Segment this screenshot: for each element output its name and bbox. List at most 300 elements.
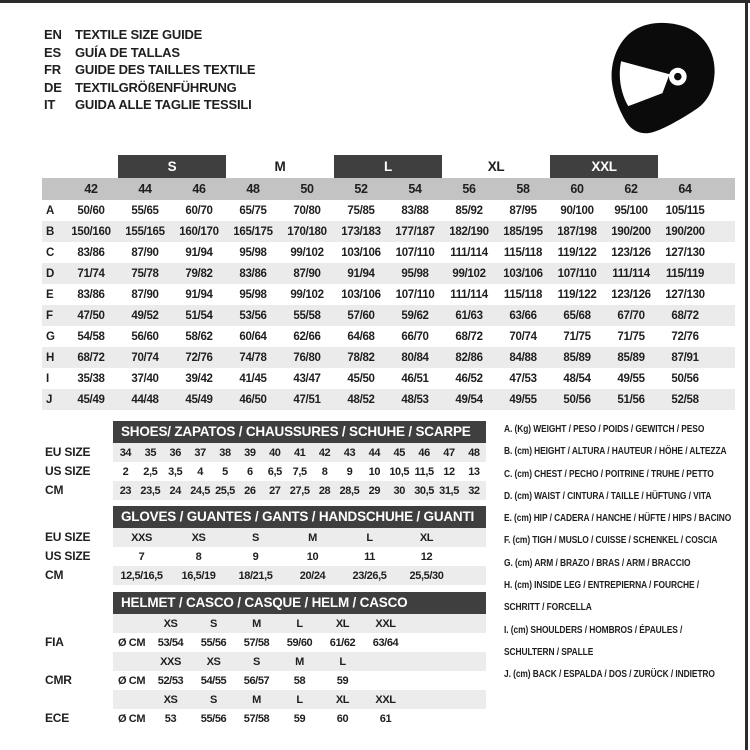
helmet-size-cell: S	[192, 614, 235, 633]
sub-table-row-label: CM	[45, 568, 64, 582]
size-group-label: L	[334, 155, 442, 178]
legend-line: D. (cm) WAIST / CINTURA / TAILLE / HÜFTUNG / VITA	[504, 489, 712, 502]
measurement-cell: 63/66	[496, 305, 550, 326]
row-key-cell: I	[46, 372, 49, 385]
helmet-size-cell: XS	[192, 652, 235, 671]
sub-table-cell: 44	[362, 443, 387, 462]
spacer-cell	[455, 566, 486, 585]
measurement-cell: 91/94	[185, 246, 213, 259]
spacer-cell	[42, 178, 64, 200]
helmet-size-cell: L	[278, 614, 321, 633]
measurement-cell: 61/63	[442, 305, 496, 326]
helmet-size-cell: S	[235, 652, 278, 671]
helmet-value-cell: 55/56	[200, 636, 227, 649]
sub-table-cell: 10	[306, 550, 319, 563]
spacer-cell	[407, 614, 486, 633]
measurement-cell: 45/49	[172, 389, 226, 410]
language-code: FR	[44, 62, 61, 77]
language-title: GUÍA DE TALLAS	[75, 44, 180, 60]
measurement-cell: 123/126	[611, 288, 651, 301]
size-number-cell: 58	[496, 178, 550, 200]
measurement-legend	[504, 418, 744, 686]
sub-table-cell: 29	[362, 481, 387, 500]
spacer-label	[45, 690, 109, 709]
measurement-cell: 49/55	[496, 389, 550, 410]
shoes-table-title: SHOES/ ZAPATOS / CHAUSSURES / SCHUHE / SCARPE	[113, 421, 486, 443]
spacer-cell	[712, 284, 735, 305]
measurement-cell: 90/100	[560, 204, 594, 217]
measurement-cell: 79/82	[172, 263, 226, 284]
measurement-cell: 87/91	[658, 347, 712, 368]
measurement-cell: 95/98	[239, 288, 267, 301]
spacer-cell	[407, 709, 486, 728]
spacer-cell	[407, 671, 486, 690]
legend-line: C. (cm) CHEST / PECHO / POITRINE / TRUHE / PETTO	[504, 467, 714, 480]
measurement-cell: 107/110	[395, 246, 435, 259]
size-number-cell: 46	[172, 178, 226, 200]
sub-table-cell: 23,5	[138, 481, 163, 500]
measurement-cell: 49/54	[442, 389, 496, 410]
language-code: EN	[44, 27, 62, 42]
sub-table-row	[113, 547, 486, 566]
sub-table-row	[113, 566, 486, 585]
helmet-value-row	[113, 709, 486, 728]
sub-table-cell: 27,5	[287, 481, 312, 500]
helmet-value-cell: 61/62	[329, 636, 356, 649]
size-number-cell: 64	[658, 178, 712, 200]
textile-size-table	[42, 155, 735, 410]
sub-table-cell: 24	[163, 481, 188, 500]
helmet-value-cell: 59	[336, 674, 349, 687]
language-row	[44, 26, 255, 44]
measurement-cell: 111/114	[450, 246, 488, 259]
sub-table-cell: 24,5	[188, 481, 213, 500]
sub-table-cell: 12,5/16,5	[113, 566, 170, 585]
size-number-cell: 44	[118, 178, 172, 200]
sub-table-cell: 40	[262, 443, 287, 462]
measurement-cell: 72/76	[172, 347, 226, 368]
measurement-cell: 127/130	[665, 246, 705, 259]
sub-table-cell: 18/21,5	[227, 566, 284, 585]
measurement-cell: 78/82	[334, 347, 388, 368]
sub-table-row-label: US SIZE	[45, 549, 91, 563]
measurement-cell: 50/56	[671, 372, 699, 385]
measurement-cell: 76/80	[280, 347, 334, 368]
legend-line: A. (Kg) WEIGHT / PESO / POIDS / GEWITCH / PESO	[504, 423, 705, 435]
measurement-cell: 99/102	[290, 246, 324, 259]
measurement-cell: 87/90	[131, 288, 159, 301]
measurement-cell: 127/130	[665, 288, 705, 301]
helmet-table-title: HELMET / CASCO / CASQUE / HELM / CASCO	[113, 592, 486, 614]
measurement-cell: 49/52	[118, 305, 172, 326]
size-group-label: S	[118, 155, 226, 178]
measurement-cell: 84/88	[496, 347, 550, 368]
helmet-unit-cell: Ø CM	[118, 636, 146, 649]
sub-table-cell: 10,5	[389, 465, 410, 478]
sub-table-cell: 11	[364, 550, 375, 563]
row-key-cell: J	[42, 389, 64, 410]
measurement-cell: 71/75	[563, 330, 591, 343]
sub-table-cell: 4	[197, 465, 203, 478]
sub-table-cell: 7	[138, 550, 145, 563]
sub-table-row-label: CM	[45, 483, 64, 497]
sub-table-cell: XXS	[113, 528, 170, 547]
helmet-value-cell: 57/58	[243, 636, 270, 649]
spacer-cell	[712, 178, 735, 200]
measurement-cell: 111/114	[604, 263, 658, 284]
measurement-cell: 187/198	[550, 221, 604, 242]
size-number-cell: 42	[64, 178, 118, 200]
measurement-cell: 56/60	[131, 330, 159, 343]
measurement-cell: 65/75	[239, 204, 267, 217]
sub-table-cell: XL	[398, 528, 455, 547]
row-key-cell: A	[46, 204, 55, 217]
sub-table-cell: 10	[368, 465, 381, 478]
language-code: IT	[44, 97, 56, 112]
measurement-cell: 70/80	[293, 204, 321, 217]
measurement-cell: 82/86	[442, 347, 496, 368]
helmet-value-cell	[364, 671, 407, 690]
helmet-value-cell: 63/64	[372, 636, 399, 649]
size-number-cell: 54	[388, 178, 442, 200]
language-row	[44, 61, 255, 79]
sub-table-cell: 23/26,5	[341, 566, 398, 585]
measurement-cell: 47/51	[280, 389, 334, 410]
helmet-value-cell: 59	[293, 712, 306, 725]
size-group-label: XL	[487, 159, 505, 174]
measurement-cell: 68/72	[64, 347, 118, 368]
sub-table-cell: 35	[138, 443, 163, 462]
measurement-cell: 46/50	[226, 389, 280, 410]
spacer-label	[45, 614, 109, 633]
spacer-cell	[42, 155, 118, 178]
measurement-row	[42, 284, 735, 305]
row-key-cell: F	[42, 305, 64, 326]
language-title: GUIDA ALLE TAGLIE TESSILI	[75, 97, 252, 112]
legend-line: J. (cm) BACK / ESPALDA / DOS / ZURÜCK / INDIETRO	[504, 668, 715, 681]
row-key-cell: H	[42, 347, 64, 368]
measurement-cell: 91/94	[185, 288, 213, 301]
spacer-cell	[455, 528, 486, 547]
sub-table-row	[113, 462, 486, 481]
spacer-cell	[407, 633, 486, 652]
measurement-cell: 83/86	[226, 263, 280, 284]
language-title: GUIDE DES TAILLES TEXTILE	[75, 62, 256, 77]
legend-line: E. (cm) HIP / CADERA / HANCHE / HÜFTE / HIPS / BACINO	[504, 512, 732, 525]
sub-table-cell: 46	[412, 443, 437, 462]
sub-table-cell: S	[227, 528, 284, 547]
sub-table-cell: 39	[237, 443, 262, 462]
measurement-cell: 85/89	[550, 347, 604, 368]
legend-line: I. (cm) SHOULDERS / HOMBROS / ÉPAULES /	[504, 623, 683, 636]
sub-table-cell: XS	[170, 528, 227, 547]
measurement-cell: 54/58	[77, 330, 105, 343]
helmet-size-cell: XXS	[149, 652, 192, 671]
sub-table-cell: 27	[262, 481, 287, 500]
row-key-cell: D	[42, 263, 64, 284]
measurement-cell: 68/72	[455, 330, 483, 343]
sub-table-cell: 31,5	[437, 481, 462, 500]
top-border-line	[0, 0, 750, 3]
measurement-cell: 50/60	[77, 204, 105, 217]
measurement-cell: 115/118	[503, 246, 543, 259]
size-number-cell: 62	[604, 178, 658, 200]
sub-table-row-label: EU SIZE	[45, 530, 91, 544]
sub-table-cell: 2,5	[143, 465, 158, 478]
spacer-cell	[712, 305, 735, 326]
measurement-row	[42, 305, 735, 326]
measurement-cell: 48/52	[334, 389, 388, 410]
sub-table-cell: 8	[321, 465, 328, 478]
spacer-cell	[113, 690, 149, 709]
size-number-cell: 52	[334, 178, 388, 200]
helmet-value-cell: 58	[293, 674, 306, 687]
language-title: TEXTILE SIZE GUIDE	[75, 27, 203, 42]
measurement-cell: 182/190	[442, 221, 496, 242]
measurement-cell: 37/40	[131, 372, 159, 385]
sub-table-cell: 12	[443, 465, 455, 478]
measurement-cell: 57/60	[334, 305, 388, 326]
sub-table-cell: 23	[113, 481, 138, 500]
measurement-row	[42, 389, 735, 410]
spacer-cell	[407, 690, 486, 709]
measurement-cell: 103/106	[341, 288, 381, 301]
measurement-cell: 155/165	[118, 221, 172, 242]
sub-table-cell: M	[284, 528, 341, 547]
measurement-cell: 43/47	[293, 372, 321, 385]
row-key-cell: B	[42, 221, 64, 242]
language-code: ES	[44, 44, 61, 60]
sub-table-cell: 8	[195, 550, 202, 563]
sub-table-row	[113, 528, 486, 547]
spacer-label	[45, 652, 109, 671]
size-number-cell: 48	[226, 178, 280, 200]
measurement-cell: 71/74	[64, 263, 118, 284]
measurement-cell: 111/114	[450, 288, 488, 301]
measurement-cell: 185/195	[496, 221, 550, 242]
measurement-cell: 58/62	[185, 330, 213, 343]
measurement-cell: 71/75	[617, 330, 645, 343]
legend-line: H. (cm) INSIDE LEG / ENTREPIERNA / FOURCHE /	[504, 579, 699, 592]
shoes-row-labels	[45, 443, 109, 500]
measurement-cell: 99/102	[442, 263, 496, 284]
helmet-icon	[606, 20, 726, 138]
language-row	[44, 96, 255, 114]
sub-table-cell: 2	[122, 465, 129, 478]
measurement-cell: 75/78	[118, 263, 172, 284]
helmet-size-cell: M	[235, 614, 278, 633]
measurement-row	[42, 242, 735, 263]
measurement-cell: 85/89	[604, 347, 658, 368]
sub-table-row-label: EU SIZE	[45, 445, 91, 459]
gloves-section	[45, 506, 486, 586]
sub-table-cell: 3,5	[168, 465, 183, 478]
sub-table-cell: L	[341, 528, 398, 547]
sub-table-cell: 12	[420, 550, 433, 563]
sub-table-cell: 41	[287, 443, 312, 462]
spacer-cell	[712, 200, 735, 221]
helmet-value-cell: 54/55	[200, 674, 227, 687]
helmet-value-cell: 55/56	[200, 712, 227, 725]
sub-table-cell: 9	[346, 465, 353, 478]
right-border-line	[745, 0, 748, 750]
measurement-cell: 47/53	[509, 372, 537, 385]
sub-table-cell: 20/24	[284, 566, 341, 585]
spacer-cell	[113, 652, 149, 671]
helmet-value-row	[113, 671, 486, 690]
spacer-cell	[712, 368, 735, 389]
measurement-cell: 95/100	[614, 204, 648, 217]
sub-table-cell: 28	[312, 481, 337, 500]
sub-table-cell: 6,5	[267, 465, 282, 478]
measurement-cell: 99/102	[290, 288, 324, 301]
measurement-cell: 68/72	[658, 305, 712, 326]
measurement-cell: 44/48	[118, 389, 172, 410]
gloves-table-title: GLOVES / GUANTES / GANTS / HANDSCHUHE / GUANTI	[113, 506, 486, 528]
measurement-row	[42, 200, 735, 221]
measurement-cell: 83/86	[77, 288, 105, 301]
measurement-cell: 49/55	[617, 372, 645, 385]
sub-table-cell: 16,5/19	[170, 566, 227, 585]
measurement-cell: 50/56	[550, 389, 604, 410]
measurement-cell: 72/76	[671, 330, 699, 343]
measurement-cell: 95/98	[388, 263, 442, 284]
measurement-cell: 173/183	[334, 221, 388, 242]
measurement-cell: 55/65	[131, 204, 159, 217]
measurement-row	[42, 368, 735, 389]
spacer-cell	[113, 614, 149, 633]
helmet-unit-cell: Ø CM	[118, 712, 146, 725]
helmet-size-cell: XS	[149, 614, 192, 633]
measurement-row	[42, 263, 735, 284]
sub-table-cell: 34	[113, 443, 138, 462]
measurement-cell: 51/54	[172, 305, 226, 326]
measurement-cell: 70/74	[509, 330, 537, 343]
measurement-cell: 74/78	[226, 347, 280, 368]
size-group-row	[42, 155, 735, 178]
helmet-standard-label: ECE	[45, 711, 70, 725]
measurement-cell: 91/94	[334, 263, 388, 284]
sub-table-row-label: US SIZE	[45, 464, 91, 478]
sub-table-cell: 26	[237, 481, 262, 500]
helmet-size-cell: XXL	[364, 690, 407, 709]
measurement-cell: 119/122	[557, 246, 597, 259]
sub-table-cell: 13	[468, 465, 480, 478]
language-title-list	[44, 26, 255, 114]
spacer-cell	[712, 221, 735, 242]
measurement-cell: 39/42	[185, 372, 213, 385]
sub-table-cell: 28,5	[337, 481, 362, 500]
measurement-cell: 165/175	[226, 221, 280, 242]
legend-line: F. (cm) TIGH / MUSLO / CUISSE / SCHENKEL / COSCIA	[504, 534, 718, 547]
helmet-size-row	[113, 652, 486, 671]
sub-table-cell: 43	[337, 443, 362, 462]
sub-table-row	[113, 443, 486, 462]
legend-line: SCHRITT / FORCELLA	[504, 601, 592, 614]
helmet-value-cell: 57/58	[243, 712, 270, 725]
size-number-row	[42, 178, 735, 200]
sub-table-row	[113, 481, 486, 500]
measurement-cell: 48/54	[563, 372, 591, 385]
measurement-cell: 190/200	[604, 221, 658, 242]
measurement-cell: 83/86	[77, 246, 105, 259]
row-key-cell: C	[46, 246, 55, 259]
measurement-cell: 52/58	[658, 389, 712, 410]
sub-table-cell: 32	[461, 481, 486, 500]
measurement-cell: 170/180	[280, 221, 334, 242]
language-row	[44, 44, 255, 62]
helmet-value-cell: 52/53	[157, 674, 184, 687]
measurement-cell: 46/51	[401, 372, 429, 385]
spacer-cell	[712, 326, 735, 347]
measurement-cell: 59/62	[388, 305, 442, 326]
helmet-value-cell: 53/54	[157, 636, 184, 649]
helmet-value-cell: 53	[164, 712, 177, 725]
sub-table-cell: 42	[312, 443, 337, 462]
size-number-cell: 56	[442, 178, 496, 200]
sub-table-cell: 25,5	[213, 481, 238, 500]
measurement-cell: 123/126	[611, 246, 651, 259]
spacer-cell	[712, 242, 735, 263]
measurement-cell: 107/110	[395, 288, 435, 301]
sub-table-cell: 37	[188, 443, 213, 462]
spacer-cell	[407, 652, 486, 671]
measurement-cell: 87/90	[280, 263, 334, 284]
measurement-cell: 190/200	[658, 221, 712, 242]
measurement-cell: 46/52	[455, 372, 483, 385]
sub-table-cell: 9	[252, 550, 259, 563]
sub-table-cell: 7,5	[292, 465, 307, 478]
legend-line: G. (cm) ARM / BRAZO / BRAS / ARM / BRACCIO	[504, 556, 691, 569]
sub-table-cell: 38	[213, 443, 238, 462]
spacer-cell	[658, 155, 735, 178]
measurement-row	[42, 347, 735, 368]
helmet-size-cell: M	[278, 652, 321, 671]
sub-table-cell: 30,5	[412, 481, 437, 500]
shoes-section	[45, 421, 486, 513]
sub-table-cell: 47	[437, 443, 462, 462]
helmet-value-cell: 60	[336, 712, 349, 725]
helmet-size-cell	[364, 652, 407, 671]
helmet-size-cell: XS	[149, 690, 192, 709]
measurement-cell: 70/74	[118, 347, 172, 368]
measurement-cell: 103/106	[496, 263, 550, 284]
measurement-row	[42, 326, 735, 347]
sub-table-cell: 36	[163, 443, 188, 462]
measurement-cell: 119/122	[557, 288, 597, 301]
measurement-cell: 35/38	[77, 372, 105, 385]
measurement-cell: 83/88	[401, 204, 429, 217]
measurement-cell: 115/118	[503, 288, 543, 301]
measurement-cell: 67/70	[604, 305, 658, 326]
measurement-cell: 65/68	[550, 305, 604, 326]
measurement-cell: 177/187	[388, 221, 442, 242]
helmet-row-labels	[45, 614, 109, 728]
measurement-cell: 45/49	[64, 389, 118, 410]
helmet-value-row	[113, 633, 486, 652]
language-code: DE	[44, 79, 62, 95]
sub-table-cell: 6	[247, 465, 253, 478]
sub-table-cell: 25,5/30	[398, 566, 455, 585]
helmet-value-cell: 56/57	[243, 674, 270, 687]
helmet-unit-cell: Ø CM	[118, 674, 146, 687]
spacer-cell	[455, 547, 486, 566]
spacer-cell	[712, 389, 735, 410]
measurement-cell: 51/56	[604, 389, 658, 410]
helmet-size-cell: XL	[321, 614, 364, 633]
helmet-value-cell: 61	[379, 712, 392, 725]
helmet-size-cell: S	[192, 690, 235, 709]
